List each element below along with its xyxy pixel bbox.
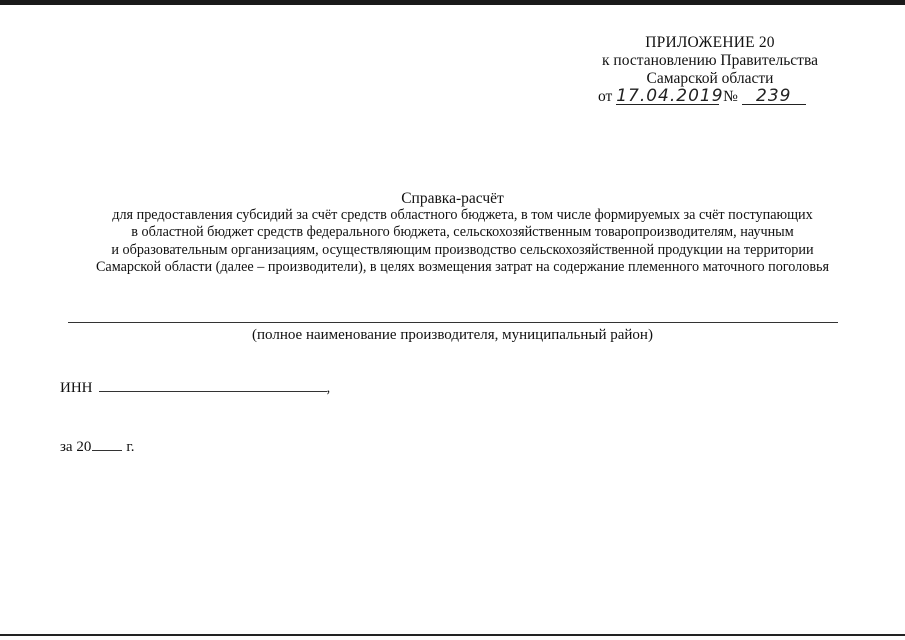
appendix-header bbox=[560, 34, 860, 106]
producer-name-caption: (полное наименование производителя, муниципальный район) bbox=[252, 327, 653, 343]
subtitle-line: Самарской области (далее – производители), в целях возмещения затрат на содержание племенного маточного поголовья bbox=[95, 258, 830, 275]
number-prefix: № bbox=[723, 88, 738, 105]
year-row bbox=[60, 437, 135, 456]
document-subtitle bbox=[60, 207, 865, 276]
bottom-border bbox=[0, 634, 905, 636]
year-field[interactable] bbox=[92, 437, 122, 451]
inn-field[interactable] bbox=[99, 378, 327, 392]
subtitle-line: в областной бюджет средств федерального бюджета, сельскохозяйственным товаропроизводителям, научным bbox=[131, 224, 794, 241]
inn-suffix: , bbox=[326, 380, 331, 396]
appendix-date-row bbox=[560, 88, 860, 106]
appendix-title: ПРИЛОЖЕНИЕ 20 bbox=[645, 34, 775, 51]
appendix-region-line: Самарской области bbox=[646, 70, 774, 87]
inn-label: ИНН bbox=[60, 380, 93, 396]
year-prefix: за 20 bbox=[60, 439, 92, 455]
subtitle-line: и образовательным организациям, осуществляющим производство сельскохозяйственной продукции на территории bbox=[111, 241, 814, 258]
year-suffix: г. bbox=[126, 439, 135, 455]
top-border bbox=[0, 0, 905, 5]
appendix-resolution-line: к постановлению Правительства bbox=[602, 52, 818, 69]
producer-name-field[interactable] bbox=[68, 322, 838, 323]
inn-row bbox=[60, 378, 330, 397]
handwritten-date: 17.04.2019 bbox=[616, 86, 724, 106]
subtitle-line: для предоставления субсидий за счёт средств областного бюджета, в том числе формируемых за счёт поступающих bbox=[112, 207, 813, 223]
document-title: Справка-расчёт bbox=[401, 190, 504, 207]
date-prefix: от bbox=[598, 88, 613, 105]
handwritten-number: 239 bbox=[742, 88, 806, 105]
